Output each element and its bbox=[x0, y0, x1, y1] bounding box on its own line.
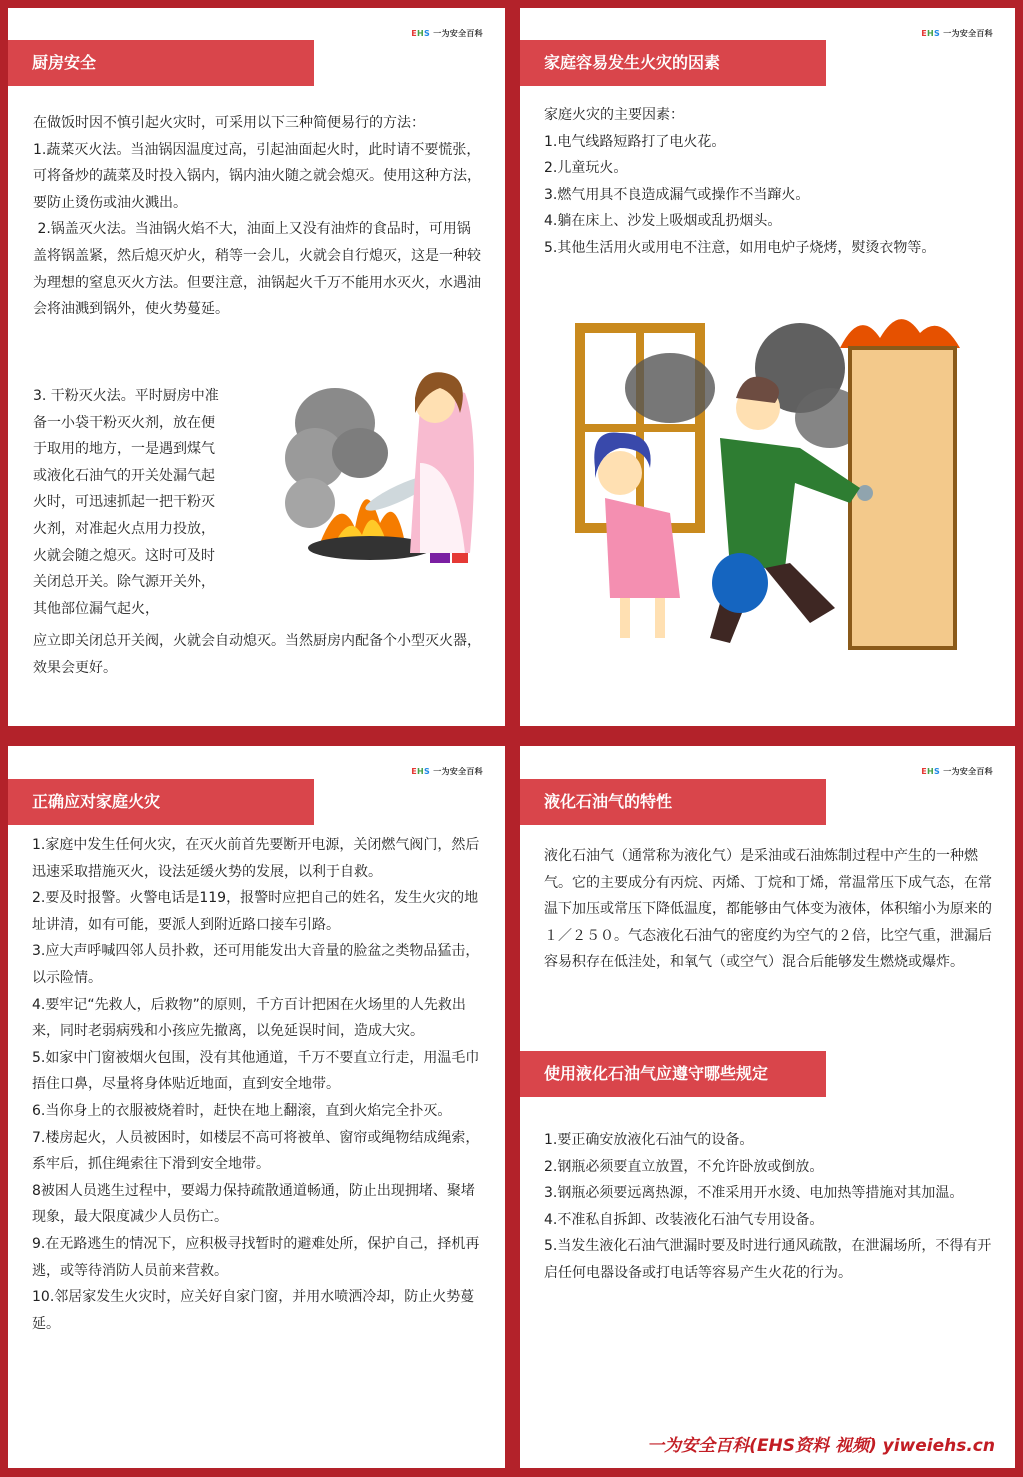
item3-line: 火时，可迅速抓起一把干粉灭 bbox=[33, 494, 215, 511]
item3-line: 备一小袋干粉灭火剂，放在便 bbox=[33, 414, 215, 431]
list-item: 2.钢瓶必须要直立放置，不允许卧放或倒放。 bbox=[544, 1158, 824, 1175]
list-item: 2.儿童玩火。 bbox=[544, 160, 628, 177]
card-body bbox=[544, 102, 994, 262]
card-respond-home-fire bbox=[8, 746, 505, 1468]
item3-line: 火剂，对准起火点用力投放， bbox=[33, 520, 215, 537]
item3-line: 火就会随之熄灭。这时可及时 bbox=[33, 547, 215, 564]
item3-line: 关闭总开关。除气源开关外， bbox=[33, 574, 215, 591]
list-item: 3.应大声呼喊四邻人员扑救，还可用能发出大音量的脸盆之类物品猛击，以示险情。 bbox=[32, 943, 480, 986]
list-item: 8被困人员逃生过程中，要竭力保持疏散通道畅通，防止出现拥堵、聚堵现象，最大限度减少人员伤亡。 bbox=[32, 1182, 475, 1226]
list-item: 6.当你身上的衣服被烧着时，赶快在地上翻滚，直到火焰完全扑灭。 bbox=[32, 1102, 452, 1119]
card-body bbox=[544, 1127, 1002, 1287]
ehs-logo: EHS 一为安全百科 bbox=[411, 29, 483, 38]
ehs-logo: EHS 一为安全百科 bbox=[921, 767, 993, 776]
lpg-description: 液化石油气（通常称为液化气）是采油或石油炼制过程中产生的一种燃气。它的主要成分有丙烷、丙烯、丁烷和丁烯，常温常压下成气态，在常温下加压或常压下降低温度，都能够由气体变为液体，体积缩小为原来的１／２５０。气态液化石油气的密度约为空气的２倍，比空气重，泄漏后容易积存在低洼处，和氧气（或空气）混合后能够发生燃烧或爆炸。 bbox=[544, 848, 992, 971]
card-kitchen-safety bbox=[8, 8, 505, 726]
list-item: 4.要牢记“先救人，后救物”的原则，千方百计把困在火场里的人先救出来，同时老弱病残和小孩应先撤离，以免延误时间，造成大灾。 bbox=[32, 996, 466, 1040]
item3-line: 或液化石油气的开关处漏气起 bbox=[33, 467, 215, 484]
outro-text: 应立即关闭总开关阀，火就会自动熄灭。当然厨房内配备个小型灭火器，效果会更好。 bbox=[33, 633, 481, 676]
list-item: 9.在无路逃生的情况下，应积极寻找暂时的避难处所，保护自己，择机再逃，或等待消防人员前来营救。 bbox=[32, 1235, 480, 1279]
item3-line: 于取用的地方，一是遇到煤气 bbox=[33, 441, 215, 458]
list-item: 2.要及时报警。火警电话是119，报警时应把自己的姓名，发生火灾的地址讲清，如有可能，要派人到附近路口接车引路。 bbox=[32, 890, 479, 933]
intro-text: 在做饭时因不慎引起火灾时，可采用以下三种简便易行的方法： bbox=[33, 115, 425, 131]
kitchen-fire-illustration bbox=[280, 353, 485, 583]
item3-line: 其他部位漏气起火， bbox=[33, 600, 159, 617]
list-item: 1.蔬菜灭火法。当油锅因温度过高，引起油面起火时，此时请不要慌张，可将备炒的蔬菜及时投入锅内，锅内油火随之就会熄灭。使用这种方法，要防止烫伤或油火溅出。 bbox=[33, 141, 481, 211]
footer-credit: 一为安全百科(EHS资料 视频) yiweiehs.cn bbox=[647, 1436, 995, 1456]
card-lpg bbox=[520, 746, 1015, 1468]
list-item: 5.当发生液化石油气泄漏时要及时进行通风疏散，在泄漏场所，不得有开启任何电器设备或打电话等容易产生火花的行为。 bbox=[544, 1238, 992, 1281]
section-title-2: 使用液化石油气应遵守哪些规定 bbox=[520, 1051, 826, 1097]
list-item: 3.燃气用具不良造成漏气或操作不当蹿火。 bbox=[544, 186, 810, 203]
list-item: 5.如家中门窗被烟火包围，没有其他通道，千万不要直立行走，用温毛巾捂住口鼻，尽量将身体贴近地面，直到安全地带。 bbox=[32, 1049, 480, 1093]
list-item: 10.邻居家发生火灾时，应关好自家门窗，并用水喷洒冷却，防止火势蔓延。 bbox=[32, 1289, 475, 1332]
item3-text bbox=[33, 383, 273, 622]
list-item: 3.钢瓶必须要远离热源，不准采用开水烫、电加热等措施对其加温。 bbox=[544, 1185, 964, 1202]
section-title: 液化石油气的特性 bbox=[520, 779, 826, 825]
section-title: 正确应对家庭火灾 bbox=[8, 779, 314, 825]
list-item: 7.楼房起火，人员被困时，如楼层不高可将被单、窗帘或绳物结成绳索，系牢后，抓住绳索往下滑到安全地带。 bbox=[32, 1129, 480, 1173]
list-item: 1.电气线路短路打了电火花。 bbox=[544, 133, 726, 150]
ehs-logo: EHS 一为安全百科 bbox=[411, 767, 483, 776]
section-title: 家庭容易发生火灾的因素 bbox=[520, 40, 826, 86]
home-fire-illustration bbox=[560, 308, 980, 653]
card-body bbox=[32, 832, 484, 1337]
list-item: 家庭火灾的主要因素： bbox=[544, 107, 684, 123]
list-item: 1.家庭中发生任何火灾，在灭火前首先要断开电源，关闭燃气阀门，然后迅速采取措施灭火，设法延缓火势的发展，以利于自救。 bbox=[32, 837, 480, 880]
list-item: 5.其他生活用火或用电不注意，如用电炉子烧烤，熨烫衣物等。 bbox=[544, 239, 936, 256]
list-item: 1.要正确安放液化石油气的设备。 bbox=[544, 1132, 754, 1148]
list-item: 2.锅盖灭火法。当油锅火焰不大，油面上又没有油炸的食品时，可用锅盖将锅盖紧，然后熄灭炉火，稍等一会儿，火就会自行熄灭，这是一种较为理想的窒息灭火方法。但要注意，油锅起火千万不能用水灭火，水遇油会将油溅到锅外，使火势蔓延。 bbox=[33, 221, 481, 318]
ehs-logo: EHS 一为安全百科 bbox=[921, 29, 993, 38]
card-fire-causes bbox=[520, 8, 1015, 726]
section-title: 厨房安全 bbox=[8, 40, 314, 86]
list-item: 4.不准私自拆卸、改装液化石油气专用设备。 bbox=[544, 1211, 824, 1228]
card-body bbox=[33, 110, 483, 323]
item3-line: 3. 干粉灭火法。平时厨房中准 bbox=[33, 388, 219, 404]
list-item: 4.躺在床上、沙发上吸烟或乱扔烟头。 bbox=[544, 213, 782, 230]
